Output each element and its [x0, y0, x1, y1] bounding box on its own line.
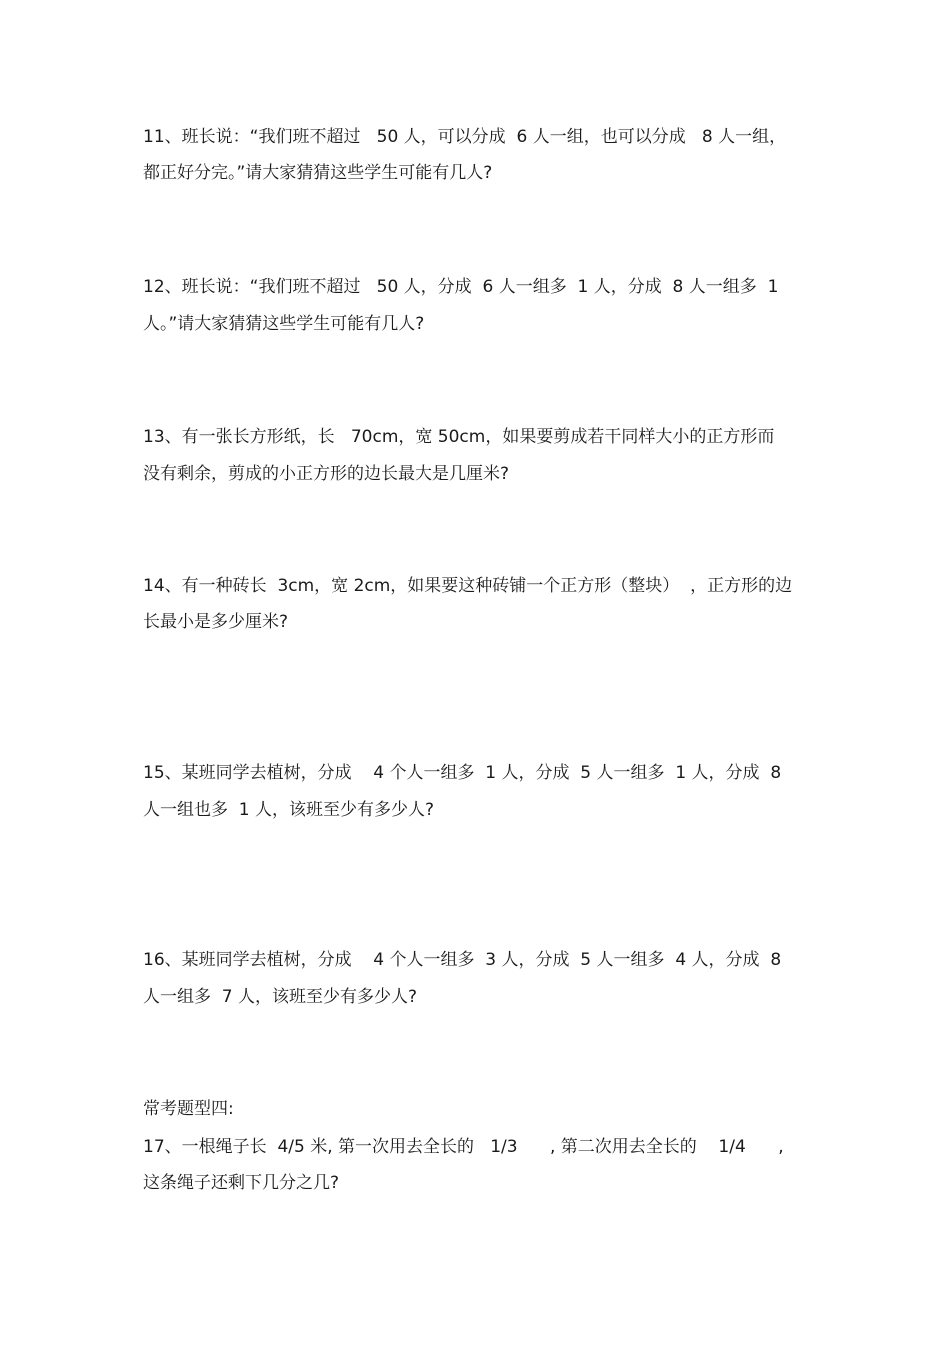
- problem-line: 都正好分完。”请大家猜猜这些学生可能有几人?: [143, 163, 493, 183]
- problem-line: 17、一根绳子长 4/5 米, 第一次用去全长的 1/3 , 第二次用去全长的 1/4 ,: [143, 1137, 784, 1157]
- problem-line: 人。”请大家猜猜这些学生可能有几人?: [143, 314, 425, 334]
- problem-line: 15、某班同学去植树，分成 4 个人一组多 1 人，分成 5 人一组多 1 人，分成 8: [143, 763, 782, 783]
- problem-line: 12、班长说：“我们班不超过 50 人，分成 6 人一组多 1 人，分成 8 人一组多 1: [143, 277, 779, 297]
- problem-line: 13、有一张长方形纸，长 70cm，宽 50cm，如果要剪成若干同样大小的正方形而: [143, 427, 775, 447]
- problem-line: 人一组多 7 人，该班至少有多少人?: [143, 987, 418, 1007]
- problem-line: 没有剩余，剪成的小正方形的边长最大是几厘米?: [143, 464, 510, 484]
- problem-line: 长最小是多少厘米?: [143, 612, 289, 632]
- problem-line: 这条绳子还剩下几分之几?: [143, 1173, 340, 1193]
- problem-line: 11、班长说：“我们班不超过 50 人，可以分成 6 人一组，也可以分成 8 人一组，: [143, 127, 787, 147]
- section-heading: 常考题型四:: [143, 1099, 234, 1119]
- problem-line: 16、某班同学去植树，分成 4 个人一组多 3 人，分成 5 人一组多 4 人，分成 8: [143, 950, 782, 970]
- problem-line: 人一组也多 1 人，该班至少有多少人?: [143, 800, 435, 820]
- problem-line: 14、有一种砖长 3cm，宽 2cm，如果要这种砖铺一个正方形（整块） ，正方形的边: [143, 576, 793, 596]
